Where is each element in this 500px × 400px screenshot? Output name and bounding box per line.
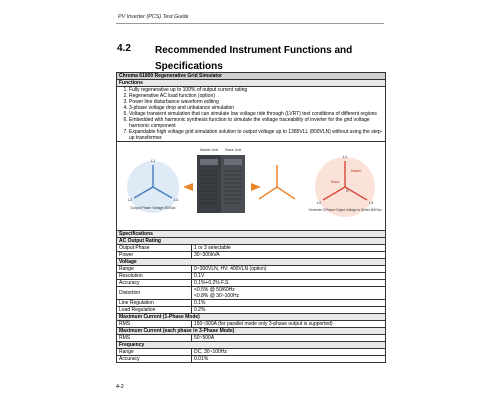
spec-label: Accuracy bbox=[117, 280, 192, 287]
arrow-left-icon bbox=[183, 183, 193, 191]
spec-value: 0.01% bbox=[192, 356, 386, 363]
grid-simulator-diagram bbox=[119, 143, 383, 229]
right-slave-tag: Slave bbox=[331, 180, 340, 184]
spec-value: 150~300A (for parallel mode only 3-phase output is supported) bbox=[192, 321, 386, 328]
function-item: 1. Fully regenerative up to 100% of output current rating bbox=[129, 87, 383, 93]
spec-label: Line Regulation bbox=[117, 300, 192, 307]
right-neutral-tag: N bbox=[346, 189, 349, 193]
right-caption: Generate 3-Phase Output Voltage to Series 800Vac bbox=[308, 208, 382, 212]
right-l3-label: L3 bbox=[368, 200, 374, 205]
right-l2-label: L2 bbox=[316, 200, 322, 205]
function-item: 5. Voltage transient simulation that can simulate low voltage ride through (LVRT) test conditions of different regions bbox=[129, 111, 383, 117]
instrument-table bbox=[116, 72, 386, 363]
frequency-header: Frequency bbox=[117, 342, 386, 349]
right-l1-label: L1 bbox=[342, 154, 348, 159]
mid-vector-l2 bbox=[259, 187, 277, 199]
slave-unit-label: Slave Unit bbox=[224, 148, 242, 152]
spec-label: Accuracy bbox=[117, 356, 192, 363]
diagram-cell bbox=[117, 142, 386, 231]
function-item: 3. Power line disturbance waveform editing bbox=[129, 99, 383, 105]
voltage-header: Voltage bbox=[117, 259, 386, 266]
distortion-value-1: <0.5% @ 50/60Hz bbox=[194, 287, 235, 293]
master-unit-label: Master Unit bbox=[199, 148, 219, 152]
diagram-svg bbox=[119, 143, 383, 229]
function-item: 6. Embedded with harmonic synthesis function to simulate the voltage traceability of inverter for the grid voltage harmonic component bbox=[129, 117, 383, 129]
table-title: Chroma 61800 Regenerative Grid Simulator bbox=[117, 73, 386, 80]
spec-label: Resolution bbox=[117, 273, 192, 280]
spec-label: Range bbox=[117, 266, 192, 273]
left-l3-label: L3 bbox=[173, 197, 179, 202]
right-master-tag: Master bbox=[351, 169, 362, 173]
spec-value: 0.1% bbox=[192, 300, 386, 307]
spec-label: Range bbox=[117, 349, 192, 356]
section-title: Recommended Instrument Functions and Specifications bbox=[155, 45, 353, 72]
mid-vector-l3 bbox=[277, 187, 295, 199]
section-number: 4.2 bbox=[117, 43, 131, 54]
functions-list bbox=[119, 87, 383, 141]
master-panel bbox=[200, 159, 218, 165]
max-current-3p-header: Maximum Current (each phase in 3-Phase Mode) bbox=[117, 328, 386, 335]
spec-value: 1 or 3 selectable bbox=[192, 245, 386, 252]
left-l2-label: L2 bbox=[127, 197, 133, 202]
spec-value bbox=[192, 287, 386, 300]
header-divider bbox=[116, 23, 384, 24]
spec-value: 0.1%+0.2% F.S. bbox=[192, 280, 386, 287]
functions-header: Functions bbox=[117, 80, 386, 87]
max-current-1p-header: Maximum Current (1-Phase Mode) bbox=[117, 314, 386, 321]
page-number: 4-2 bbox=[116, 384, 124, 390]
spec-label: Output Phase bbox=[117, 245, 192, 252]
spec-label: Distortion bbox=[117, 287, 192, 300]
ac-output-header: AC Output Rating bbox=[117, 238, 386, 245]
running-header: PV Inverter (PCS) Test Guide bbox=[118, 14, 189, 20]
arrow-right-icon bbox=[251, 183, 261, 191]
spec-label: Load Regulation bbox=[117, 307, 192, 314]
slave-panel bbox=[224, 159, 242, 165]
spec-value: DC, 30~100Hz bbox=[192, 349, 386, 356]
function-item: 4. 3-phase voltage drop and unbalance simulation bbox=[129, 105, 383, 111]
specifications-header: Specifications bbox=[117, 231, 386, 238]
left-l1-label: L1 bbox=[150, 158, 156, 163]
left-caption: Output Phase Voltage 800Vac bbox=[130, 206, 176, 210]
function-item: 7. Expandable high voltage grid simulation solution to output voltage up to 1385VLL (800VLN) without using the step-up transformer. bbox=[129, 129, 383, 141]
spec-value: 0~300VLN, HV: 400VLN (option) bbox=[192, 266, 386, 273]
spec-value: 50~500A bbox=[192, 335, 386, 342]
spec-value: 0.1V bbox=[192, 273, 386, 280]
spec-value: 30~300kVA bbox=[192, 252, 386, 259]
distortion-value-2: <0.8% @ 30~100Hz bbox=[194, 293, 240, 299]
spec-label: RMS bbox=[117, 335, 192, 342]
function-item: 2. Regenerative AC load function (option) bbox=[129, 93, 383, 99]
spec-label: RMS bbox=[117, 321, 192, 328]
spec-label: Power bbox=[117, 252, 192, 259]
functions-cell bbox=[117, 87, 386, 142]
spec-value: 0.2% bbox=[192, 307, 386, 314]
